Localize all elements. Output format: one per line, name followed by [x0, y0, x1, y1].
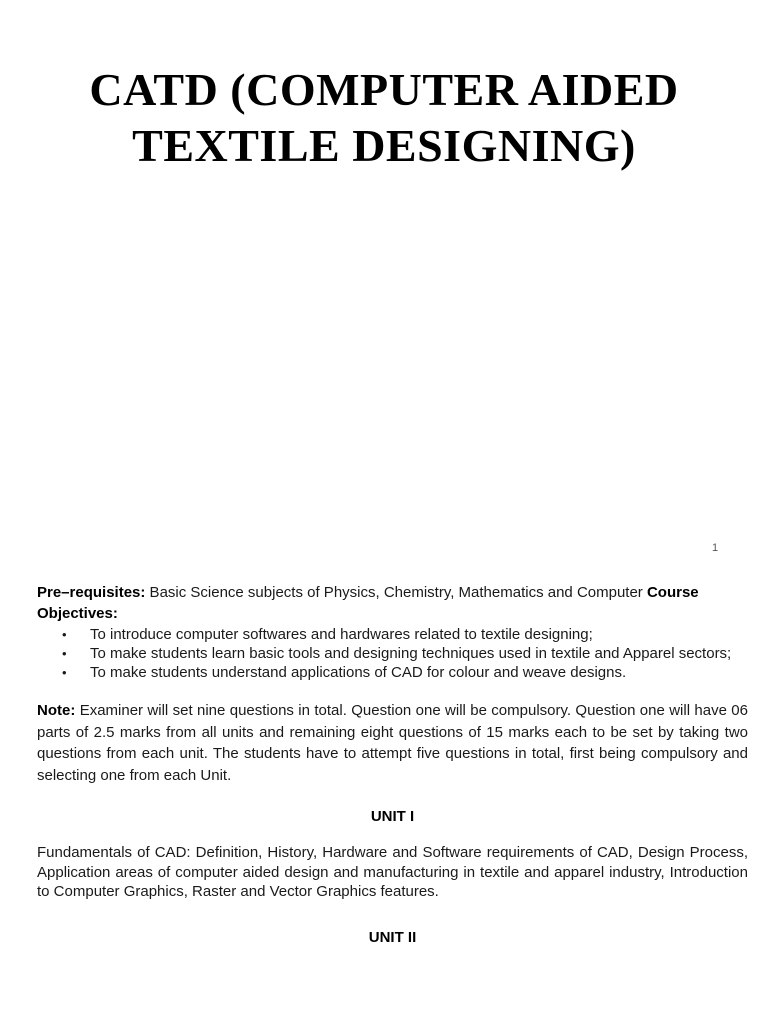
course-objectives-label: Course Objectives: — [37, 584, 699, 622]
bullet-icon: • — [62, 665, 67, 680]
note-paragraph — [37, 700, 748, 786]
unit-2-heading: UNIT II — [368, 928, 417, 946]
prerequisites-label: Pre–requisites: — [37, 584, 146, 601]
objective-text: To introduce computer softwares and hardwares related to textile designing; — [90, 626, 593, 643]
syllabus-content — [37, 582, 748, 948]
bullet-icon: • — [62, 627, 67, 642]
title-line-1: CATD (COMPUTER AIDED — [89, 64, 679, 115]
prerequisites-paragraph — [37, 582, 748, 624]
note-label: Note: — [37, 702, 76, 719]
page-number: 1 — [712, 542, 719, 554]
objective-text: To make students understand applications of CAD for colour and weave designs. — [90, 664, 627, 681]
note-text: Examiner will set nine questions in total. Question one will be compulsory. Question one will have 06 parts of 2.5 marks from all units and remaining eight questions of 15 marks each to be set by taking two questions from each unit. The students have to attempt five questions in total, first being compulsory and selecting one from each Unit. — [37, 702, 748, 784]
list-item — [37, 644, 748, 663]
prerequisites-text: Basic Science subjects of Physics, Chemistry, Mathematics and Computer — [145, 584, 647, 601]
page-title — [0, 62, 768, 174]
bullet-icon: • — [62, 646, 67, 661]
unit-1-text: Fundamentals of CAD: Definition, History, Hardware and Software requirements of CAD, Design Process, Application areas of computer aided design and manufacturing in textile and apparel industry, Introduction to Computer Graphics, Raster and Vector Graphics features. — [37, 844, 748, 900]
title-line-2: TEXTILE DESIGNING) — [132, 120, 636, 171]
objectives-list — [37, 625, 748, 682]
unit-1-heading: UNIT I — [370, 808, 415, 825]
objective-text: To make students learn basic tools and designing techniques used in textile and Apparel sectors; — [90, 645, 732, 662]
list-item — [37, 663, 748, 682]
list-item — [37, 625, 748, 644]
